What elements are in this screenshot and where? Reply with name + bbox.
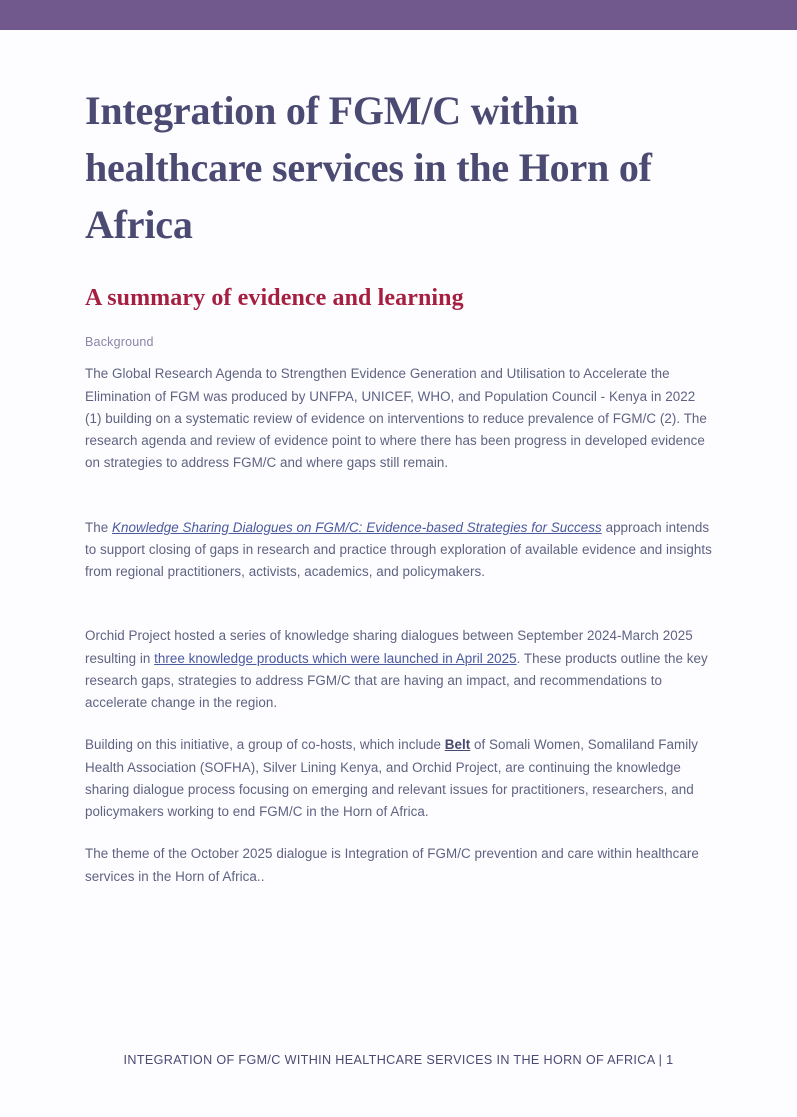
paragraph-orchid-project	[85, 583, 712, 714]
paragraph-orchid-lead: Orchid Project hosted a series of knowledge sharing dialogues between September 2024-March 2025 resulting in	[85, 628, 693, 666]
paragraph-orchid-rest: . These products outline the key research gaps, strategies to address FGM/C that are having an impact, and recommendations to accelerate change in the region.	[85, 650, 708, 711]
paragraph-theme: The theme of the October 2025 dialogue is Integration of FGM/C prevention and care within healthcare services in the Horn of Africa..	[85, 846, 699, 884]
link-belt[interactable]: Belt	[444, 737, 471, 753]
document-content	[0, 30, 797, 888]
footer-text: INTEGRATION OF FGM/C WITHIN HEALTHCARE SERVICES IN THE HORN OF AFRICA | 1	[123, 1053, 674, 1067]
section-label-background: Background	[85, 335, 154, 350]
body-text-block	[0, 349, 797, 888]
link-knowledge-sharing-dialogues[interactable]: Knowledge Sharing Dialogues on FGM/C: Evidence-based Strategies for Success	[112, 519, 602, 535]
paragraph-cohosts-lead: Building on this initiative, a group of co-hosts, which include	[85, 737, 445, 753]
page-subtitle: A summary of evidence and learning	[85, 284, 464, 311]
page-footer	[0, 1051, 797, 1069]
paragraph-co-hosts	[85, 714, 712, 823]
paragraph-ksd-lead: The	[85, 519, 112, 535]
page-title: Integration of FGM/C within healthcare services in the Horn of Africa	[85, 88, 652, 248]
paragraph-ksd-rest: approach intends to support closing of gaps in research and practice through exploration of available evidence and insights from regional practitioners, activists, academics, and policymakers.	[85, 519, 712, 580]
link-three-knowledge-products[interactable]: three knowledge products which were launched in April 2025	[154, 650, 517, 666]
paragraph-cohosts-rest: of Somali Women, Somaliland Family Health Association (SOFHA), Silver Lining Kenya, and Orchid Project, are continuing the knowledge sharing dialogue process focusing on emerging and relevant issues for practitioners, researchers, and policymakers working to end FGM/C in the Horn of Africa.	[85, 737, 698, 820]
page-header-bar	[0, 0, 797, 30]
paragraph-background: The Global Research Agenda to Strengthen Evidence Generation and Utilisation to Accelerate the Elimination of FGM was produced by UNFPA, UNICEF, WHO, and Population Council - Kenya in 2022 (1) building on a systematic review of evidence on interventions to reduce prevalence of FGM/C (2). The research agenda and review of evidence point to where there has been progress in developed evidence on strategies to address FGM/C and where gaps still remain.	[85, 366, 707, 471]
paragraph-ksd-approach	[85, 475, 712, 584]
